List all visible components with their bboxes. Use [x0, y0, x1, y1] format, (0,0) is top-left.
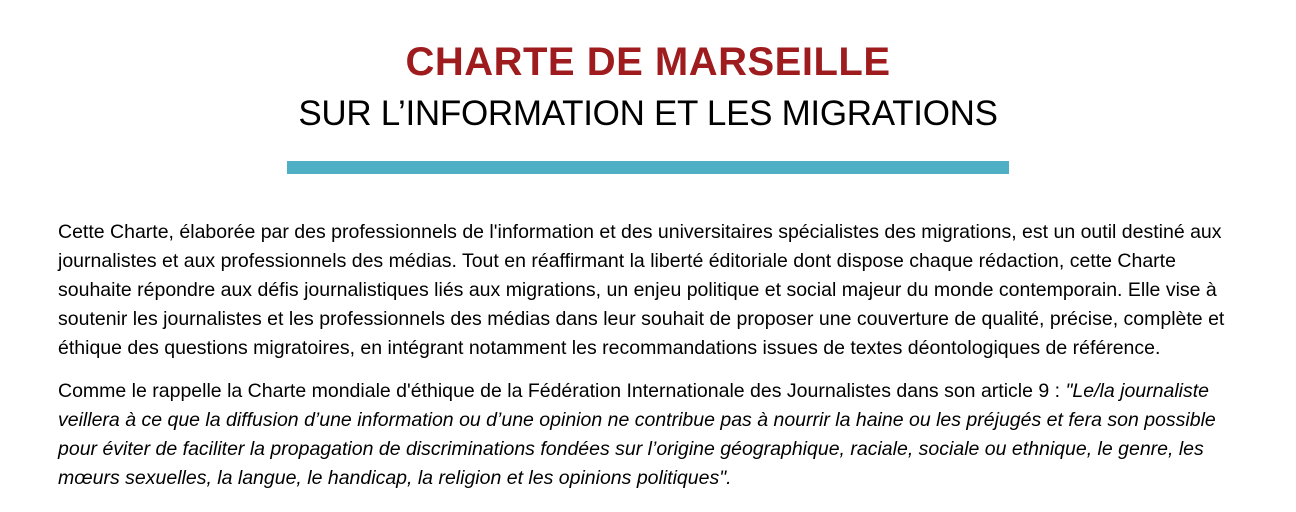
quote-paragraph-citation: "Le/la journaliste veillera à ce que la diffusion d’une information ou d’une opinion ne contribue pas à nourrir la haine ou les préjugés et fera son possible pour éviter de faciliter la propagation de discriminations fondées sur l’origine géographique, raciale, sociale ou ethnique, le genre, les mœurs sexuelles, la langue, le handicap, la religion et les opinions politiques".	[58, 380, 1216, 489]
intro-paragraph: Cette Charte, élaborée par des professionnels de l'information et des universitaires spécialistes des migrations, est un outil destiné aux journalistes et aux professionnels des médias. Tout en réaffirmant la liberté éditoriale dont dispose chaque rédaction, cette Charte souhaite répondre aux défis journalistiques liés aux migrations, un enjeu politique et social majeur du monde contemporain. Elle vise à soutenir les journalistes et les professionnels des médias dans leur souhait de proposer une couverture de qualité, précise, complète et éthique des questions migratoires, en intégrant notamment les recommandations issues de textes déontologiques de référence.	[58, 221, 1225, 359]
quote-paragraph	[58, 377, 1238, 493]
title-divider	[287, 161, 1009, 174]
document-header	[0, 0, 1296, 174]
document-body	[58, 218, 1238, 493]
page-subtitle: SUR L’INFORMATION ET LES MIGRATIONS	[298, 94, 998, 133]
quote-paragraph-intro: Comme le rappelle la Charte mondiale d'éthique de la Fédération Internationale des Journalistes dans son article 9 :	[58, 380, 1066, 402]
page-title: CHARTE DE MARSEILLE	[405, 40, 891, 84]
